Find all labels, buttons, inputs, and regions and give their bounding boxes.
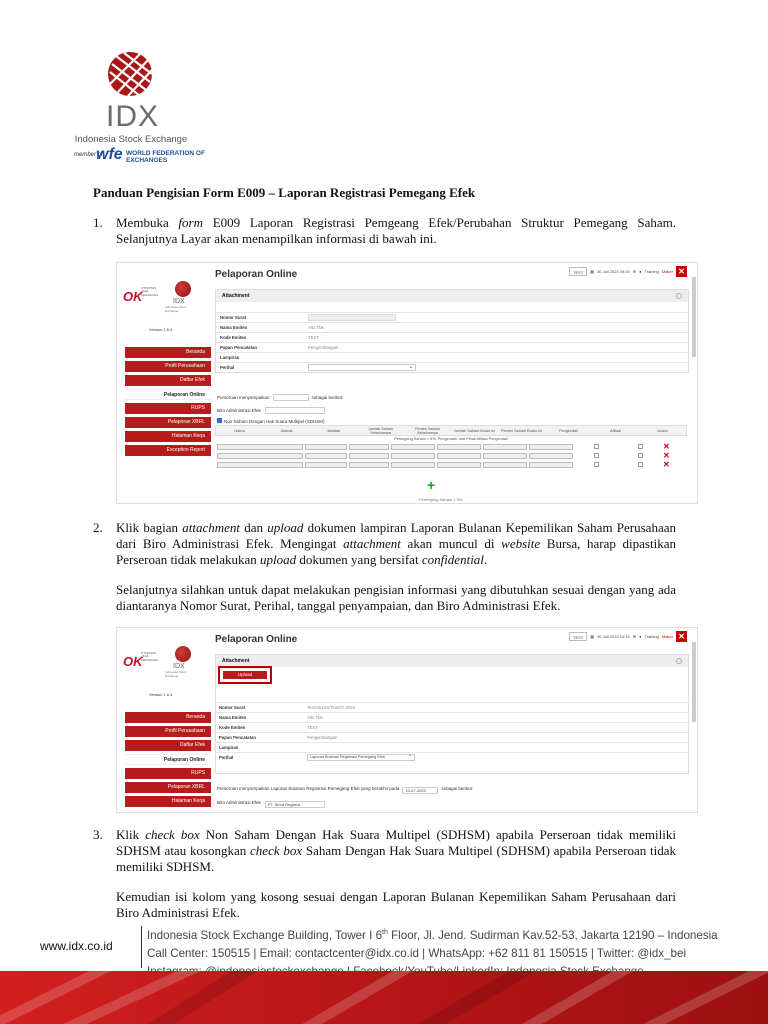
user-icon: ● xyxy=(639,269,642,274)
step-number: 1. xyxy=(93,215,103,230)
user-role: Maker xyxy=(661,634,673,639)
delete-row-icon[interactable]: ✕ xyxy=(663,451,670,460)
screenshot-pelaporan-online-1 xyxy=(116,262,698,504)
form-row-kode-emiten: Kode Emiten TEST xyxy=(216,332,688,342)
app-sidebar xyxy=(117,628,211,812)
menu-item-halaman-kerja[interactable]: Halaman Kerja xyxy=(125,431,211,442)
form-row-perihal: Perihal Laporan Bulanan Registrasi Pemegang Efek ⌄ xyxy=(215,752,689,762)
ojk-logo: OK xyxy=(123,289,143,304)
collapse-icon[interactable] xyxy=(676,293,682,299)
user-name: Training xyxy=(644,634,659,639)
afiliasi-checkbox[interactable] xyxy=(638,462,643,467)
biro-select[interactable] xyxy=(265,407,325,414)
perihal-select[interactable]: Laporan Bulanan Registrasi Pemegang Efek ⌄ xyxy=(307,754,415,761)
user-icon: ● xyxy=(639,634,642,639)
version-label: Version 1.6.4 xyxy=(149,327,173,332)
datetime-label: 30 Juli 2023 10:15 xyxy=(597,634,630,639)
biro-select[interactable]: PT. Sinra Registra xyxy=(265,801,325,808)
scrollbar[interactable] xyxy=(692,642,696,722)
menu-item-daftar-efek[interactable]: Daftar Efek xyxy=(125,740,211,751)
step-2 xyxy=(93,520,676,568)
delete-row-icon[interactable]: ✕ xyxy=(663,442,670,451)
step-text: Membuka form E009 Laporan Registrasi Pemgeang Efek/Perubahan Struktur Pemegang Saham. Selanjutnya Layar akan menampilkan informasi di bawah ini. xyxy=(116,215,676,246)
calendar-icon: ▦ xyxy=(590,634,595,639)
footer-website[interactable]: www.idx.co.id xyxy=(40,939,113,953)
mail-icon[interactable]: ✉ xyxy=(632,634,637,639)
form-row-lampiran: Lampiran xyxy=(215,742,689,752)
collapse-icon[interactable] xyxy=(676,658,682,664)
topbar-controls xyxy=(569,631,687,642)
menu-item-pelaporan-xbrl[interactable]: Pelaporan XBRL xyxy=(125,417,211,428)
form-row-nomor-surat: Nomor Surat xyxy=(216,312,688,322)
menu-item-pelaporan-xbrl[interactable]: Pelaporan XBRL xyxy=(125,782,211,793)
logo-subtitle: Indonesia Stock Exchange xyxy=(74,134,188,145)
upload-highlight xyxy=(218,666,272,684)
logo-idx-text: IDX xyxy=(106,100,160,133)
sdhsm-row: Non Saham Dengan Hak Suara Multipel (SDHSM) xyxy=(217,418,325,424)
step-text: Klik check box Non Saham Dengan Hak Suara Multipel (SDHSM) apabila Perseroan tidak memiliki SDHSM atau kosongkan check box Saham Dengan Hak Suara Multipel (SDHSM) apabila Perseroan tidak memiliki SDHSM. xyxy=(116,827,676,874)
app-main xyxy=(213,263,697,503)
app-main xyxy=(213,628,697,812)
afiliasi-checkbox[interactable] xyxy=(638,444,643,449)
table-row xyxy=(215,442,687,451)
ojk-logo-text: OTORITAS JASA KEUANGAN xyxy=(141,286,158,297)
form-row-nama-emiten: Nama Emiten Alto Tbk xyxy=(216,322,688,332)
menu-item-exception-report[interactable]: Exception Report xyxy=(125,445,211,456)
topbar-controls xyxy=(569,266,687,277)
page-title: Pelaporan Online xyxy=(215,269,298,280)
form-row-lampiran: Lampiran xyxy=(216,352,688,362)
page-title: Pelaporan Online xyxy=(215,634,298,645)
screenshot-pelaporan-online-2 xyxy=(116,627,698,813)
menu-item-daftar-efek[interactable]: Daftar Efek xyxy=(125,375,211,386)
menu-item-rups[interactable]: RUPS xyxy=(125,768,211,779)
perseroan-text: Perseroan menyampaikan Laporan Bulanan Registrasi Pemegang Efek yang berakhir pada 10-07-2023 sebagai berikut: xyxy=(217,786,474,793)
logo-member-of: member of xyxy=(74,152,103,158)
footer-address: Indonesia Stock Exchange Building, Tower I 6th Floor, Jl. Jend. Sudirman Kav.52-53, Jakarta 12190 – Indonesia xyxy=(147,928,718,942)
step-3-paragraph: Kemudian isi kolom yang kosong sesuai dengan Laporan Bulanan Kepemilikan Saham Perusahaan dari Biro Administrasi Efek. xyxy=(116,889,676,920)
pengendali-checkbox[interactable] xyxy=(594,444,599,449)
mail-icon[interactable]: ✉ xyxy=(632,269,637,274)
app-sidebar xyxy=(117,263,211,503)
document-title: Panduan Pengisian Form E009 – Laporan Registrasi Pemegang Efek xyxy=(93,185,476,200)
biro-row: Biro Administrasi Efek PT. Sinra Registra xyxy=(217,799,325,806)
pengendali-checkbox[interactable] xyxy=(594,453,599,458)
form-row-papan: Papan Pencatatan Pengembangan xyxy=(216,342,688,352)
step-3 xyxy=(93,827,676,875)
form-row-kode-emiten: Kode Emiten TEST xyxy=(215,722,689,732)
tanggal-input[interactable]: 10-07-2023 xyxy=(402,787,438,794)
attachment-header[interactable]: Attachment xyxy=(216,655,688,667)
pengendali-checkbox[interactable] xyxy=(594,462,599,467)
step-1 xyxy=(93,215,676,247)
nomor-surat-input[interactable] xyxy=(308,314,396,321)
perihal-select[interactable] xyxy=(308,364,416,371)
close-button[interactable]: ✕ xyxy=(676,631,687,642)
perseroan-input[interactable] xyxy=(273,394,309,401)
table-row xyxy=(215,460,687,469)
ojk-logo: OK xyxy=(123,654,143,669)
footer-red-band xyxy=(0,971,768,1024)
menu-item-pelaporan-online[interactable]: Pelaporan Online xyxy=(125,754,211,765)
step-number: 2. xyxy=(93,520,103,535)
attachment-header[interactable]: Attachment xyxy=(216,290,688,302)
env-select[interactable]: TEST xyxy=(569,267,587,276)
sidebar-menu xyxy=(125,712,211,810)
step-text: Klik bagian attachment dan upload dokumen lampiran Laporan Bulanan Kepemilikan Saham Perusahaan dari Biro Administrasi Efek. Mengingat attachment akan muncul di website Bursa, harap dipastikan Perseroan tidak melakukan upload dokumen yang bersifat confidential. xyxy=(116,520,676,567)
form-row-nomor-surat: Nomor Surat Test-051XX/Test/07-2021 xyxy=(215,702,689,712)
env-select[interactable]: TEST xyxy=(569,632,587,641)
wfe-logo: wfe xyxy=(96,146,123,163)
sidebar-idx-logo: IDX Indonesia Stock Exchange xyxy=(173,646,197,678)
step-2-paragraph: Selanjutnya silahkan untuk dapat melakukan pengisian informasi yang dibutuhkan sesuai dengan yang ada diantaranya Nomor Surat, Perihal, tanggal penyampaian, dan Biro Administrasi Efek. xyxy=(116,582,676,613)
menu-item-pelaporan-online[interactable]: Pelaporan Online xyxy=(125,389,211,400)
perseroan-text: Perseroan menyampaikan sebagai berikut: xyxy=(217,395,344,400)
add-row-icon[interactable]: + xyxy=(427,477,436,493)
menu-item-beranda[interactable]: Beranda xyxy=(125,347,211,358)
datetime-label: 30 Juli 2023 09:20 xyxy=(597,269,630,274)
idx-globe-icon xyxy=(175,281,191,297)
table-header: Nama Alamat Jabatan Jumlah Saham Sebelumnya Persen Saham Sebelumnya Jumlah Saham Bulan Ini Persen Saham Bulan Ini Pengendali Afiliasi Action xyxy=(215,425,687,436)
wfe-logo-text: WORLD FEDERATION OF EXCHANGES xyxy=(126,150,205,164)
pemegang-saham-table xyxy=(215,425,687,469)
sdhsm-checkbox[interactable] xyxy=(217,418,222,423)
upload-button[interactable]: Upload xyxy=(223,671,267,679)
delete-row-icon[interactable]: ✕ xyxy=(663,460,670,469)
footer-callcenter: Call Center: 150515 | Email: contactcenter@idx.co.id | WhatsApp: +62 811 81 150515 | Twitter: @idx_bei xyxy=(147,946,687,960)
calendar-icon: ▦ xyxy=(590,269,595,274)
footer-divider xyxy=(141,926,142,968)
attachment-panel xyxy=(215,289,689,373)
form-row-nama-emiten: Nama Emiten Alto Tbk xyxy=(215,712,689,722)
close-button[interactable]: ✕ xyxy=(676,266,687,277)
biro-row: Biro Administrasi Efek xyxy=(217,405,325,413)
table-note: Pemegang Saham > 5%, Pengendali, dan Pihak Afiliasi Pengendali xyxy=(394,437,508,441)
afiliasi-checkbox[interactable] xyxy=(638,453,643,458)
menu-item-halaman-kerja[interactable]: Halaman Kerja xyxy=(125,796,211,807)
attachment-fields xyxy=(215,702,689,762)
footer-stripes-decoration xyxy=(0,971,768,1024)
form-row-papan: Papan Pencatatan Pengembangan xyxy=(215,732,689,742)
menu-item-beranda[interactable]: Beranda xyxy=(125,712,211,723)
user-role: Maker xyxy=(661,269,673,274)
table-row xyxy=(215,451,687,460)
step-number: 3. xyxy=(93,827,103,842)
idx-globe-icon xyxy=(175,646,191,662)
form-row-perihal: Perihal ⌄ xyxy=(216,362,688,372)
menu-item-rups[interactable]: RUPS xyxy=(125,403,211,414)
sidebar-idx-logo: IDX Indonesia Stock Exchange xyxy=(173,281,197,313)
version-label: Version 1.6.4 xyxy=(149,692,173,697)
user-name: Training xyxy=(644,269,659,274)
sidebar-menu xyxy=(125,347,211,459)
menu-item-profil-perusahaan[interactable]: Profil Perusahaan xyxy=(125,726,211,737)
idx-globe-icon xyxy=(106,50,154,98)
scrollbar[interactable] xyxy=(692,277,696,357)
ojk-logo-text: OTORITAS JASA KEUANGAN xyxy=(141,651,158,662)
table-note-small: Pemegang Saham < 5% xyxy=(419,497,463,502)
menu-item-profil-perusahaan[interactable]: Profil Perusahaan xyxy=(125,361,211,372)
nomor-surat-input[interactable]: Test-051XX/Test/07-2021 xyxy=(307,705,356,710)
